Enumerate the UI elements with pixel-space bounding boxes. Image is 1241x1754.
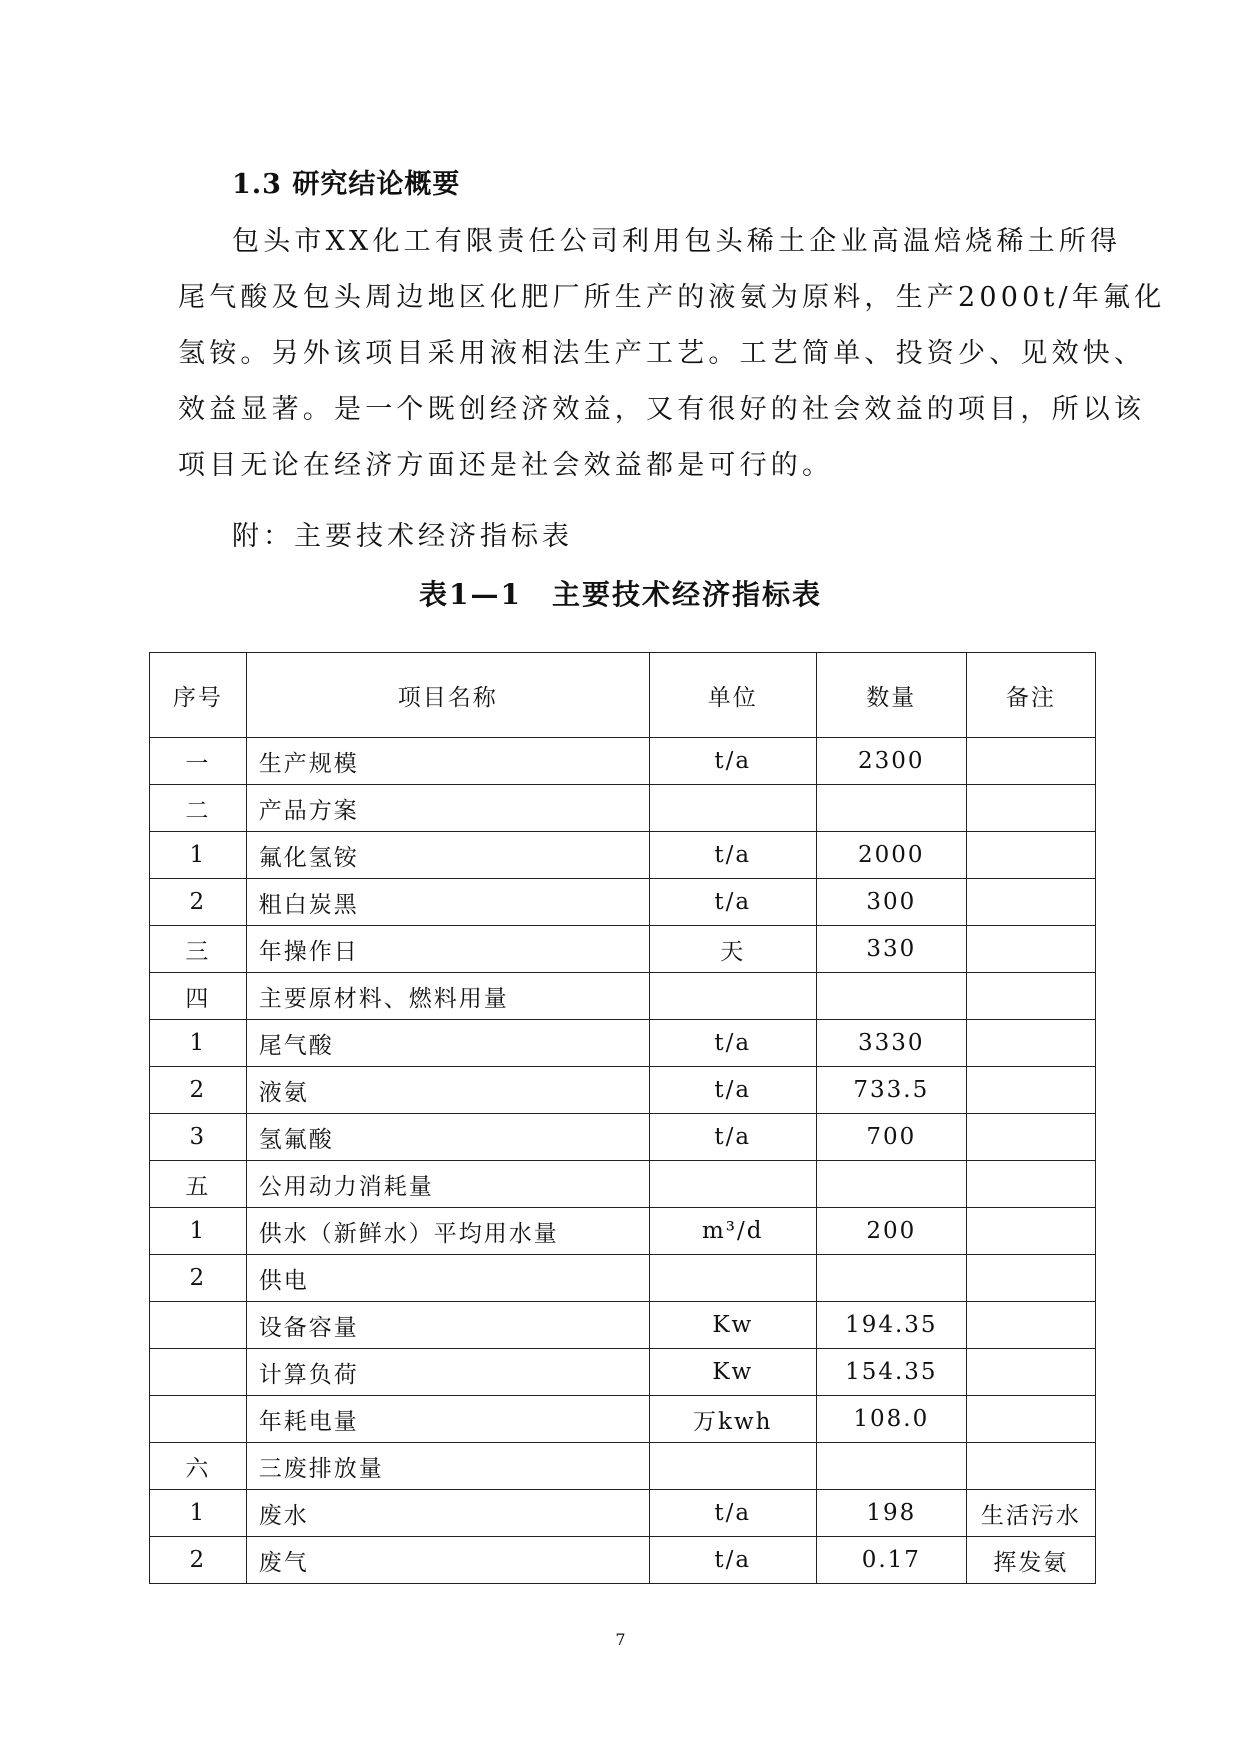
cell-seq: 一 [150,738,247,785]
cell-item-name: 计算负荷 [246,1349,649,1396]
cell-item-name: 尾气酸 [246,1020,649,1067]
table-row [150,785,1096,832]
cell-seq: 二 [150,785,247,832]
cell-remark [966,1114,1095,1161]
table-row [150,1208,1096,1255]
cell-unit [649,973,816,1020]
table-header-row [150,653,1096,738]
cell-quantity: 2300 [816,738,966,785]
cell-item-name: 年操作日 [246,926,649,973]
cell-quantity: 198 [816,1490,966,1537]
table-row [150,973,1096,1020]
cell-quantity: 154.35 [816,1349,966,1396]
paragraph-line: 效益显著。是一个既创经济效益，又有很好的社会效益的项目，所以该 [178,394,1146,425]
cell-quantity: 0.17 [816,1537,966,1584]
cell-remark [966,926,1095,973]
paragraph-line: 氢铵。另外该项目采用液相法生产工艺。工艺简单、投资少、见效快、 [178,338,1146,369]
cell-seq [150,1349,247,1396]
cell-item-name: 主要原材料、燃料用量 [246,973,649,1020]
cell-seq: 六 [150,1443,247,1490]
cell-item-name: 生产规模 [246,738,649,785]
cell-quantity: 733.5 [816,1067,966,1114]
cell-remark [966,1255,1095,1302]
cell-quantity: 108.0 [816,1396,966,1443]
cell-quantity: 200 [816,1208,966,1255]
cell-remark: 生活污水 [966,1490,1095,1537]
paragraph-line: 项目无论在经济方面还是社会效益都是可行的。 [178,450,834,481]
table-row [150,1537,1096,1584]
cell-quantity: 3330 [816,1020,966,1067]
table-row [150,1161,1096,1208]
cell-unit: t/a [649,738,816,785]
cell-quantity: 2000 [816,832,966,879]
cell-seq: 四 [150,973,247,1020]
cell-unit: t/a [649,879,816,926]
table-row [150,1490,1096,1537]
table-row [150,1349,1096,1396]
table-row [150,1255,1096,1302]
table-body [150,738,1096,1584]
paragraph-line: 尾气酸及包头周边地区化肥厂所生产的液氨为原料，生产2000t/年氟化 [178,282,1166,313]
cell-seq: 2 [150,1067,247,1114]
cell-seq: 1 [150,1208,247,1255]
cell-unit [649,1443,816,1490]
cell-unit: t/a [649,1067,816,1114]
header-unit: 单位 [649,653,816,738]
cell-seq: 1 [150,1020,247,1067]
cell-remark [966,879,1095,926]
cell-remark [966,785,1095,832]
cell-unit [649,1161,816,1208]
cell-remark [966,1349,1095,1396]
table-row [150,1396,1096,1443]
conclusion-paragraph [178,214,1166,494]
cell-remark [966,1443,1095,1490]
indicator-table [149,652,1096,1584]
cell-unit: Kw [649,1302,816,1349]
cell-item-name: 氢氟酸 [246,1114,649,1161]
cell-unit [649,1255,816,1302]
table-row [150,1067,1096,1114]
table-row [150,879,1096,926]
cell-item-name: 废气 [246,1537,649,1584]
cell-quantity: 300 [816,879,966,926]
table-row [150,926,1096,973]
paragraph-line: 包头市XX化工有限责任公司利用包头稀土企业高温焙烧稀土所得 [232,226,1122,257]
cell-item-name: 公用动力消耗量 [246,1161,649,1208]
cell-seq [150,1302,247,1349]
cell-unit: t/a [649,1114,816,1161]
table-title: 表1—1 主要技术经济指标表 [419,578,822,611]
cell-unit: 天 [649,926,816,973]
cell-quantity [816,785,966,832]
cell-quantity [816,1161,966,1208]
cell-remark: 挥发氨 [966,1537,1095,1584]
cell-unit: t/a [649,832,816,879]
cell-item-name: 废水 [246,1490,649,1537]
cell-item-name: 液氨 [246,1067,649,1114]
page-number: 7 [615,1630,626,1649]
cell-seq: 2 [150,879,247,926]
cell-quantity [816,1443,966,1490]
cell-quantity [816,973,966,1020]
cell-item-name: 氟化氢铵 [246,832,649,879]
cell-seq: 三 [150,926,247,973]
cell-quantity: 700 [816,1114,966,1161]
table-row [150,832,1096,879]
cell-remark [966,832,1095,879]
cell-seq [150,1396,247,1443]
table-row [150,1020,1096,1067]
cell-remark [966,973,1095,1020]
table-row [150,738,1096,785]
cell-seq: 2 [150,1255,247,1302]
cell-remark [966,738,1095,785]
cell-unit: t/a [649,1490,816,1537]
cell-seq: 2 [150,1537,247,1584]
cell-item-name: 供电 [246,1255,649,1302]
cell-remark [966,1067,1095,1114]
cell-item-name: 粗白炭黑 [246,879,649,926]
cell-unit: Kw [649,1349,816,1396]
table-row [150,1443,1096,1490]
attachment-line: 附：主要技术经济指标表 [232,521,573,552]
cell-seq: 1 [150,832,247,879]
cell-remark [966,1161,1095,1208]
cell-item-name: 产品方案 [246,785,649,832]
cell-unit [649,785,816,832]
cell-remark [966,1396,1095,1443]
cell-remark [966,1302,1095,1349]
header-remark: 备注 [966,653,1095,738]
cell-unit: t/a [649,1537,816,1584]
header-seq: 序号 [150,653,247,738]
cell-quantity [816,1255,966,1302]
cell-remark [966,1020,1095,1067]
cell-item-name: 供水（新鲜水）平均用水量 [246,1208,649,1255]
cell-unit: m³/d [649,1208,816,1255]
cell-quantity: 194.35 [816,1302,966,1349]
cell-item-name: 设备容量 [246,1302,649,1349]
cell-seq: 1 [150,1490,247,1537]
cell-unit: t/a [649,1020,816,1067]
cell-remark [966,1208,1095,1255]
cell-quantity: 330 [816,926,966,973]
section-heading: 1.3 研究结论概要 [232,169,461,200]
cell-item-name: 三废排放量 [246,1443,649,1490]
table-row [150,1114,1096,1161]
cell-seq: 五 [150,1161,247,1208]
header-quantity: 数量 [816,653,966,738]
cell-unit: 万kwh [649,1396,816,1443]
header-item-name: 项目名称 [246,653,649,738]
cell-item-name: 年耗电量 [246,1396,649,1443]
table-row [150,1302,1096,1349]
cell-seq: 3 [150,1114,247,1161]
